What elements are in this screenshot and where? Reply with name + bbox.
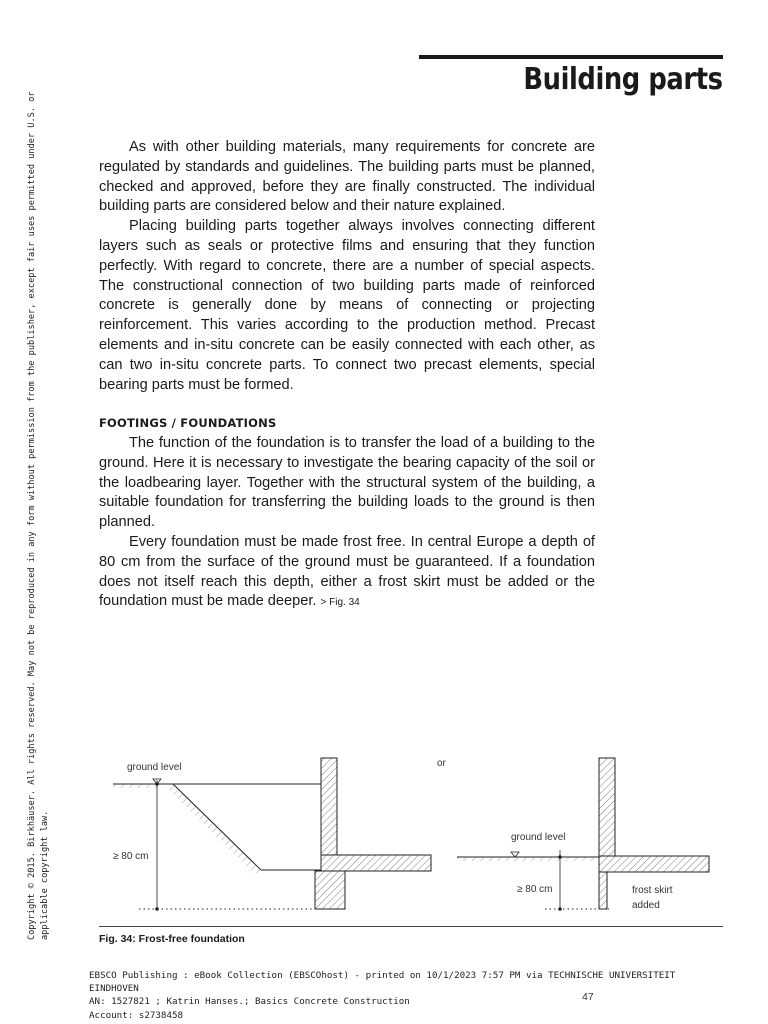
intro-paragraph-1: As with other building materials, many requirements for concrete are regulated by standards and guidelines. The building parts must be planned, checked and approved, before they are finally constructed. The individual building parts are considered below and their nature explained. <box>99 139 595 215</box>
right-wall <box>599 758 615 856</box>
frost-free-foundation-figure <box>99 750 723 930</box>
right-foundation-diagram <box>457 758 709 911</box>
left-wall <box>321 758 337 855</box>
left-floor-slab <box>321 855 431 871</box>
section-paragraph-2 <box>99 533 595 613</box>
figure-caption: Fig. 34: Frost-free foundation <box>99 933 245 945</box>
header-rule <box>419 55 723 59</box>
footer-line-1: EBSCO Publishing : eBook Collection (EBSCOhost) - printed on 10/1/2023 7:57 PM via TECHNISCHE UNIVERSITEIT <box>89 970 676 981</box>
right-level-marker <box>511 852 519 857</box>
left-dimension-dot-top <box>155 782 159 786</box>
footer-line-4: Account: s2738458 <box>89 1009 184 1021</box>
section-paragraph-1: The function of the foundation is to transfer the load of a building to the ground. Here it is necessary to investigate the bearing capacity of the soil or the loadbearing layer. Together with the structural system of the building, a suitable foundation for transferring the building loads to the ground is then planned. <box>99 435 595 531</box>
frost-skirt-label-2: added <box>632 900 660 911</box>
page-title: Building parts <box>523 62 723 97</box>
ebsco-footer <box>89 969 689 1022</box>
section-heading: FOOTINGS / FOUNDATIONS <box>99 416 277 430</box>
intro-text <box>99 138 595 395</box>
section-paragraph-2-text: Every foundation must be made frost free. In central Europe a depth of 80 cm from the surface of the ground must be guaranteed. If a foundation does not itself reach this depth, either a frost skirt must be added or the foundation must be made deeper. <box>99 533 595 610</box>
copyright-sidebar <box>26 91 52 940</box>
frost-skirt-label-1: frost skirt <box>632 885 673 896</box>
left-deep-foundation <box>315 871 345 909</box>
left-depth-label: ≥ 80 cm <box>113 851 149 862</box>
copyright-line-2: applicable copyright law. <box>40 810 50 940</box>
right-floor-slab <box>599 856 709 872</box>
figure-reference[interactable]: > Fig. 34 <box>320 597 360 609</box>
left-foundation-diagram <box>113 758 431 911</box>
footer-line-2: EINDHOVEN <box>89 983 139 995</box>
section-text <box>99 434 595 613</box>
slope-hatch <box>167 784 261 874</box>
or-label: or <box>437 758 446 769</box>
left-ground-level-label: ground level <box>127 762 182 773</box>
copyright-line-1: Copyright © 2015. Birkhäuser. All rights reserved. May not be reproduced in any form without permission from the publisher, except fair uses permitted under U.S. or <box>27 91 37 940</box>
right-dimension-dot-top <box>558 855 562 859</box>
page-number: 47 <box>582 991 594 1003</box>
right-ground-level-label: ground level <box>511 832 566 843</box>
frost-skirt <box>599 872 607 909</box>
right-ground-hatch <box>457 857 599 861</box>
intro-paragraph-2: Placing building parts together always involves connecting different layers such as seals or protective films and ensuring that they function perfectly. With regard to concrete, there are a number of special aspects. The constructional connection of two building parts made of reinforced concrete is generally done by means of connecting or projecting reinforcement. This varies according to the production method. Precast elements and in-situ concrete can be easily connected with each other, as can two in-situ concrete parts. To connect two precast elements, special bearing parts must be formed. <box>99 218 595 393</box>
footer-line-3: AN: 1527821 ; Katrin Hanses.; Basics Concrete Construction <box>89 996 410 1008</box>
right-depth-label: ≥ 80 cm <box>517 884 553 895</box>
figure-bottom-rule <box>99 926 723 927</box>
